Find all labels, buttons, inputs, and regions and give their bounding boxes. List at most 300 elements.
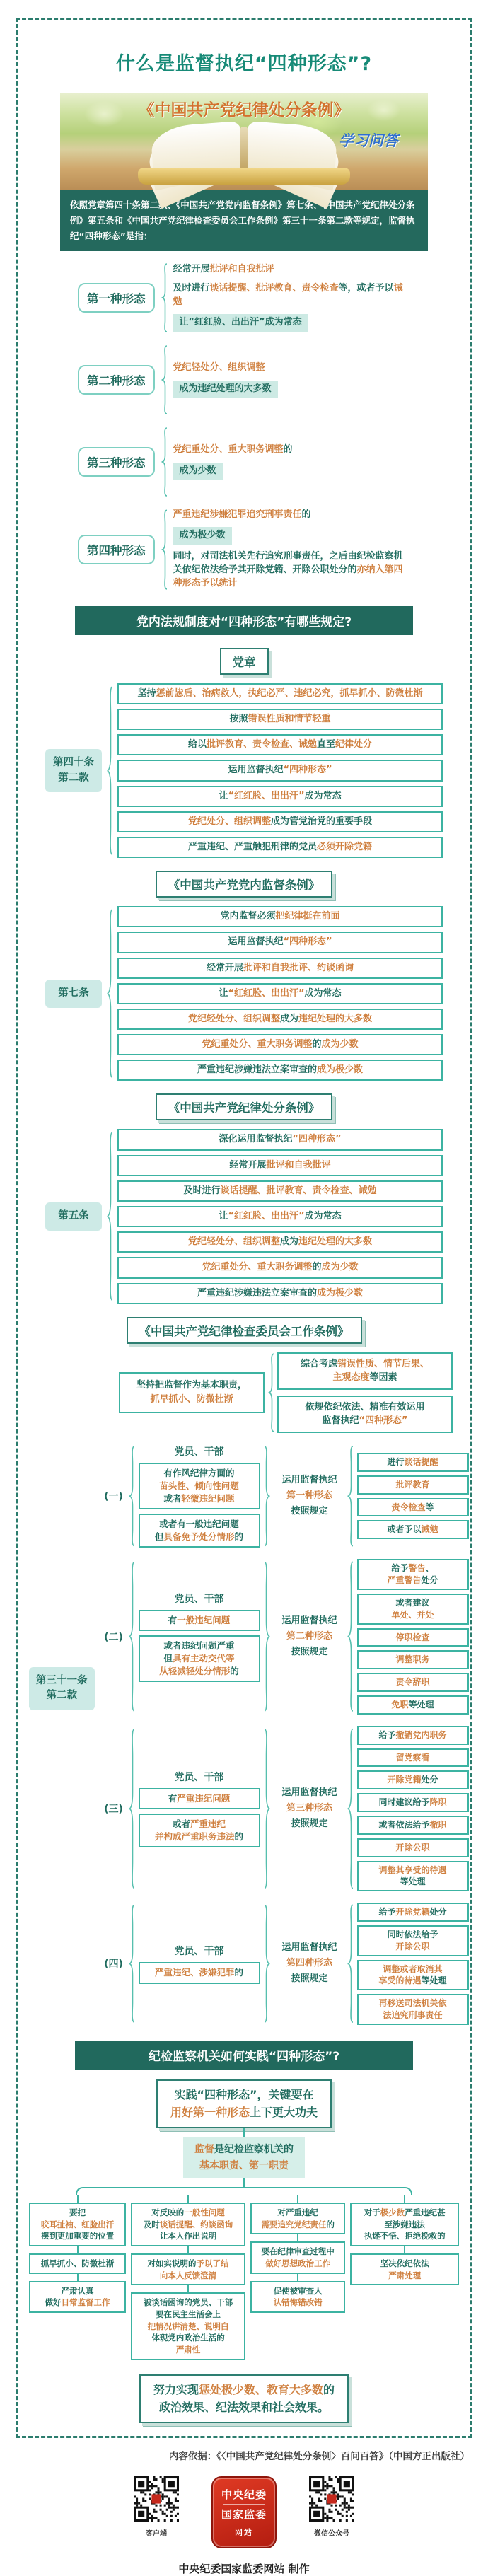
- rich-text: [159, 1666, 239, 1676]
- law-item: [117, 786, 443, 807]
- rich-text: [173, 1818, 226, 1829]
- text-segment: 单处、并处: [391, 1609, 434, 1620]
- measure-box: [357, 1594, 469, 1625]
- law-article-label: [45, 1202, 102, 1231]
- practice-column: [29, 2195, 126, 2313]
- text-line: [33, 2285, 122, 2297]
- practice-box: [350, 2253, 459, 2285]
- text-line: [194, 2158, 294, 2174]
- rich-text: [391, 1700, 434, 1710]
- rich-text: [188, 1014, 372, 1024]
- text-segment: 享受的待遇: [378, 1975, 422, 1986]
- text-segment: 上下更大功夫: [250, 2105, 318, 2119]
- text-line: [134, 2270, 242, 2282]
- text-line: [354, 2219, 455, 2231]
- text-segment: 成为管党治党的重要手段: [271, 816, 373, 827]
- text-segment: 轻微违纪问题: [181, 1493, 235, 1504]
- rich-text: [173, 283, 403, 307]
- text-segment: 促使被审查人: [273, 2285, 323, 2296]
- text-segment: 谈话提醒: [404, 1457, 438, 1467]
- rich-text: [378, 1797, 446, 1807]
- text-line: [134, 2332, 242, 2344]
- text-segment: 对严重违纪: [277, 2207, 318, 2218]
- rich-text: [395, 1480, 429, 1490]
- measure-box: [357, 1673, 469, 1692]
- text-line: [362, 1456, 464, 1468]
- text-line: [277, 1629, 343, 1644]
- brace: [347, 1726, 354, 1891]
- brace: [264, 1903, 273, 2025]
- text-segment: 要在民主生活会上: [156, 2309, 221, 2320]
- rich-text: [144, 2220, 233, 2229]
- condition-box: [139, 1463, 260, 1509]
- measure-box: [357, 1726, 469, 1745]
- text-segment: 第四种形态: [286, 1958, 332, 1969]
- law-item: [117, 932, 443, 953]
- text-segment: 把纪律挺在前面: [275, 911, 340, 922]
- rich-text: [395, 1942, 429, 1951]
- text-line: [362, 2009, 464, 2021]
- law-item: [117, 1009, 443, 1030]
- text-segment: 或者: [163, 1493, 182, 1504]
- text-segment: “红红脸、出出汗”: [228, 1211, 305, 1222]
- text-segment: 调整或者取消其: [383, 1963, 443, 1974]
- text-line: [277, 1644, 343, 1660]
- text-line: [284, 1371, 446, 1385]
- text-segment: 第一种形态: [286, 1490, 332, 1502]
- practice-box: [250, 2241, 345, 2273]
- text-segment: 开除党籍: [387, 1775, 422, 1785]
- text-segment: 让: [219, 1211, 228, 1222]
- text-segment: 免职: [391, 1699, 409, 1710]
- text-line: [362, 1864, 464, 1876]
- measure-box: [357, 1650, 469, 1669]
- rich-text: [174, 2088, 313, 2101]
- logo-divider: [223, 2504, 265, 2505]
- law-items: [117, 683, 443, 858]
- text-segment: 降职: [429, 1797, 447, 1808]
- text-segment: 党纪处分、组织调整: [187, 816, 271, 827]
- rich-text: [163, 1640, 234, 1651]
- banner-book-title: 《中国共产党纪律处分条例》: [138, 101, 350, 120]
- rich-text: [156, 2309, 221, 2319]
- text-line: [362, 1842, 464, 1854]
- text-segment: 停职检查: [395, 1632, 430, 1642]
- principle-detail-box: [277, 1352, 453, 1390]
- text-segment: 严重违纪、严重触犯刑律的党员: [187, 841, 317, 852]
- law-article-label: [29, 1667, 95, 1711]
- group-measures: [357, 1559, 469, 1714]
- text-segment: 极少数: [380, 2207, 405, 2218]
- law-item: [117, 1231, 443, 1253]
- text-segment: 主观态度: [332, 1372, 370, 1383]
- text-segment: 一般性问题: [184, 2207, 225, 2218]
- text-segment: 批评和自我批评: [209, 263, 274, 274]
- law-item: [117, 709, 443, 730]
- text-segment: 纪律处分: [335, 739, 373, 750]
- connector-line: [187, 2246, 189, 2253]
- text-line: [254, 2258, 342, 2270]
- rich-text: [41, 2258, 115, 2268]
- connector-line: [404, 2246, 405, 2253]
- brace: [264, 1559, 273, 1714]
- rich-text: [163, 1468, 234, 1478]
- rich-text: [391, 1610, 434, 1620]
- rich-text: [168, 1793, 231, 1804]
- text-line: [362, 1929, 464, 1941]
- form-line: [173, 550, 411, 591]
- text-segment: 做好: [45, 2297, 62, 2308]
- text-segment: “四种形态”: [283, 765, 332, 776]
- text-line: [134, 2219, 242, 2231]
- text-segment: 坚持把监督作为基本职责，: [136, 1379, 247, 1391]
- rich-text: [144, 2297, 233, 2307]
- text-segment: “红红脸、出出汗”: [228, 790, 305, 801]
- rich-text: [176, 2345, 201, 2355]
- law-items: [117, 906, 443, 1081]
- text-segment: 或者建议: [395, 1598, 430, 1608]
- rich-text: [378, 1820, 446, 1830]
- law-item: [117, 683, 443, 704]
- text-segment: 按照规定: [291, 1647, 328, 1658]
- qr-block-app: [134, 2476, 179, 2538]
- condition-box: [139, 1814, 260, 1847]
- law-item: [117, 958, 443, 979]
- form-row: [78, 262, 410, 333]
- brace: [161, 427, 168, 497]
- text-segment: “四种形态”: [292, 1134, 342, 1145]
- condition-box: [139, 1610, 260, 1631]
- source-note: 内容依据：《〈中国共产党纪律处分条例〉百问百答》（中国方正出版社）: [168, 2451, 470, 2463]
- law-row: [39, 683, 449, 858]
- rich-text: [155, 1831, 243, 1842]
- text-segment: 抓早抓小、防微杜渐: [150, 1393, 233, 1405]
- text-segment: 惩处极少数、教育大多数: [198, 2382, 323, 2396]
- text-segment: 但: [154, 1531, 164, 1543]
- text-segment: 批评教育: [395, 1479, 430, 1490]
- text-segment: 亦纳入第四种形态予以统计: [173, 564, 403, 588]
- text-segment: 经常开展: [173, 263, 210, 274]
- practice-box: [350, 2203, 459, 2246]
- form-label: 第三种形态: [78, 447, 155, 477]
- group-number: (四): [104, 1959, 123, 1971]
- text-line: [362, 1676, 464, 1688]
- text-segment: 及时: [143, 2219, 160, 2229]
- law-item: [117, 1155, 443, 1176]
- rich-text: [281, 1787, 337, 1798]
- text-line: [144, 1467, 255, 1480]
- article-label-line: 第七条: [58, 987, 89, 999]
- text-line: [254, 2246, 342, 2258]
- measure-box: [357, 1559, 469, 1590]
- group-subject: 党员、干部: [174, 1593, 224, 1605]
- text-line: [134, 2321, 242, 2333]
- text-segment: 运用监督执纪: [281, 1615, 337, 1626]
- form-line: [173, 314, 308, 332]
- text-segment: 开除党籍: [395, 1907, 430, 1918]
- credit-line: 中央纪委国家监委网站 制作: [178, 2563, 310, 2576]
- rich-text: [291, 1647, 327, 1657]
- measure-box: [357, 1520, 469, 1539]
- rich-text: [286, 1958, 332, 1968]
- law-item: [117, 1206, 443, 1227]
- rich-text: [180, 530, 226, 540]
- text-segment: 严重违纪甚: [405, 2207, 446, 2218]
- text-segment: 等因素: [369, 1372, 397, 1383]
- measure-box: [357, 1628, 469, 1647]
- brace: [106, 1129, 113, 1304]
- form-line: [173, 381, 278, 398]
- connector-line: [297, 2195, 298, 2203]
- text-segment: 按照: [229, 714, 248, 725]
- text-segment: 党内监督必须: [220, 911, 276, 922]
- text-segment: 监督执纪: [322, 1415, 359, 1427]
- law-item: [117, 1283, 443, 1304]
- connector-line: [243, 2128, 245, 2137]
- text-segment: 让: [219, 790, 228, 801]
- text-line: [144, 1614, 255, 1627]
- text-line: [362, 1574, 464, 1586]
- measure-box: [357, 1793, 469, 1812]
- text-segment: 对如实说明的: [147, 2258, 197, 2269]
- rich-text: [395, 1753, 429, 1763]
- law-book-title: 《中国共产党党内监督条例》: [156, 871, 333, 898]
- text-line: [144, 1665, 255, 1678]
- rich-text: [281, 1615, 337, 1626]
- measure-box: [357, 1925, 469, 1956]
- text-line: [127, 1393, 257, 1407]
- brace: [267, 1352, 274, 1433]
- practice-box: [131, 2203, 245, 2246]
- text-segment: 被谈话函询的党员、干部: [143, 2297, 233, 2308]
- group-measures: [357, 1453, 469, 1539]
- text-segment: 苗头性、倾向性问题: [159, 1480, 239, 1491]
- connector-line: [297, 2234, 298, 2241]
- text-segment: 认错悔错改错: [273, 2297, 323, 2308]
- form-line: [173, 361, 411, 375]
- text-segment: 的: [312, 1039, 322, 1050]
- text-segment: 及时进行: [173, 282, 210, 294]
- text-segment: 党纪轻处分、组织调整: [187, 1236, 280, 1248]
- mode-text: [277, 1785, 343, 1832]
- text-segment: 并构成严重职务违法: [154, 1831, 235, 1843]
- key-point-box: [156, 2079, 332, 2129]
- banner-subtitle: 学习问答: [339, 132, 398, 149]
- text-segment: 或者: [172, 1818, 190, 1829]
- page-title: 什么是监督执纪“四种形态”?: [115, 53, 373, 75]
- group-subject: 党员、干部: [174, 1946, 224, 1958]
- text-segment: 同时建议给予: [378, 1797, 430, 1808]
- rich-text: [281, 1475, 337, 1485]
- text-segment: 运用监督执纪: [228, 765, 284, 776]
- text-segment: 运用监督执纪: [281, 1942, 337, 1954]
- rich-text: [383, 1964, 442, 1974]
- measure-box: [357, 1498, 469, 1517]
- text-segment: 成为常态: [304, 987, 342, 999]
- rich-text: [45, 2297, 110, 2307]
- rich-text: [395, 1677, 429, 1687]
- group-number: (一): [104, 1491, 123, 1503]
- brace: [264, 1444, 273, 1548]
- text-line: [277, 1956, 343, 1971]
- text-segment: 经常开展: [206, 962, 243, 973]
- measure-box: [357, 1903, 469, 1922]
- practice-box: [250, 2203, 345, 2234]
- text-segment: 处分: [421, 1575, 438, 1586]
- qr-block-wechat: [309, 2476, 354, 2538]
- rich-text: [378, 1998, 446, 2008]
- brace: [347, 1559, 354, 1714]
- text-line: [354, 2207, 455, 2219]
- rich-text: [387, 1524, 438, 1534]
- text-segment: 但: [163, 1653, 173, 1664]
- text-line: [362, 1562, 464, 1574]
- rich-text: [387, 1457, 438, 1467]
- rich-text: [364, 2207, 446, 2217]
- text-segment: 严重违纪、涉嫌犯罪: [154, 1967, 235, 1978]
- text-line: [144, 1480, 255, 1492]
- text-segment: 成为极少数: [179, 530, 226, 541]
- text-segment: 留党察看: [395, 1752, 430, 1763]
- text-segment: 依规依纪依法、精准有效运用: [305, 1401, 425, 1412]
- connector-line: [297, 2274, 298, 2281]
- article-label-line: 第三十一条: [36, 1674, 88, 1686]
- rich-text: [173, 444, 293, 455]
- connector-line: [187, 2195, 189, 2203]
- text-segment: 处分: [421, 1775, 438, 1785]
- work-rule-row: [29, 1352, 459, 2025]
- law-book-title: 《中国共产党纪律检查委员会工作条例》: [127, 1317, 362, 1344]
- text-segment: 谈话提醒、批评教育、责令检查、诫勉: [220, 1185, 377, 1196]
- form-line: [173, 443, 411, 457]
- text-segment: 严重违纪涉嫌违法立案审查的: [197, 1064, 317, 1076]
- text-line: [277, 1613, 343, 1629]
- brace: [161, 509, 168, 591]
- text-line: [153, 2399, 335, 2417]
- group-subject: 党员、干部: [174, 1771, 224, 1783]
- text-segment: 违纪处理的大多数: [298, 1013, 373, 1024]
- text-segment: 从轻减轻处分情形: [159, 1666, 231, 1677]
- text-line: [277, 1504, 343, 1519]
- rich-text: [160, 2231, 217, 2241]
- brace: [161, 344, 168, 415]
- text-segment: 再移送司法机关依: [378, 1998, 447, 2009]
- text-segment: 给予: [391, 1563, 409, 1574]
- text-line: [362, 1975, 464, 1987]
- brace: [106, 683, 113, 858]
- ccdi-logo: [211, 2476, 277, 2548]
- text-segment: 或者予以: [387, 1524, 422, 1535]
- rich-text: [163, 1493, 234, 1504]
- text-line: [362, 1941, 464, 1953]
- rich-text: [137, 688, 422, 699]
- text-segment: 政治效果、纪法效果和社会效果。: [158, 2400, 329, 2414]
- text-segment: 有: [168, 1614, 178, 1625]
- rich-text: [305, 1402, 424, 1412]
- law-item: [117, 837, 443, 858]
- text-segment: 咬耳扯袖、红脸出汗: [40, 2219, 115, 2229]
- rich-text: [281, 1942, 337, 1953]
- text-segment: 责令检查: [391, 1502, 426, 1512]
- text-segment: 一般违纪问题: [177, 1614, 231, 1625]
- text-segment: 第三种形态: [286, 1802, 332, 1814]
- rich-text: [183, 1185, 376, 1196]
- text-segment: 严重违纪涉嫌违法立案审查的: [197, 1287, 317, 1299]
- ccdi-logo-line2: 国家监委: [221, 2508, 267, 2522]
- form-label: 第一种形态: [78, 283, 155, 313]
- text-segment: 成为常态: [304, 790, 342, 801]
- rich-text: [395, 1654, 429, 1664]
- brace: [128, 1726, 135, 1891]
- measure-box: [357, 1770, 469, 1789]
- text-line: [362, 1524, 464, 1536]
- condition-box: [139, 1962, 260, 1983]
- text-segment: 、: [425, 1563, 434, 1574]
- book-cover: [138, 168, 350, 185]
- text-segment: 有: [168, 1792, 178, 1804]
- text-segment: 给以: [187, 739, 207, 750]
- rich-text: [274, 2297, 323, 2307]
- text-line: [134, 2207, 242, 2219]
- text-line: [254, 2297, 342, 2309]
- form-lines: [173, 361, 411, 398]
- text-segment: 诫勉: [421, 1524, 438, 1535]
- measure-box: [357, 1475, 469, 1495]
- text-line: [277, 1940, 343, 1956]
- text-segment: 要在纪律审查过程中: [261, 2246, 335, 2257]
- qr-row: [16, 2476, 472, 2548]
- work-rule-content: [103, 1352, 469, 2025]
- rich-text: [378, 1865, 446, 1875]
- rich-text: [188, 842, 372, 852]
- text-line: [144, 1831, 255, 1843]
- text-segment: 撤职: [429, 1819, 447, 1830]
- text-segment: 给予: [378, 1729, 396, 1740]
- text-segment: 的: [234, 1967, 244, 1978]
- rich-text: [148, 2258, 229, 2268]
- text-segment: 撤销党内职务: [395, 1729, 447, 1740]
- brace: [347, 1444, 354, 1548]
- form-line: [173, 282, 411, 309]
- text-segment: 同时依法给予: [387, 1929, 438, 1939]
- practice-box: [131, 2253, 245, 2285]
- rich-text: [155, 1967, 243, 1978]
- text-segment: 及时进行: [183, 1185, 221, 1196]
- rich-text: [202, 1039, 358, 1050]
- law-item: [117, 906, 443, 927]
- practice-box: [250, 2281, 345, 2313]
- practice-column: [250, 2195, 345, 2313]
- text-line: [144, 1792, 255, 1805]
- text-segment: 摆到更加重要的位置: [40, 2231, 115, 2241]
- text-segment: 错误性质和情节轻重: [248, 714, 331, 725]
- text-line: [362, 1654, 464, 1666]
- four-forms-section: [78, 262, 410, 591]
- text-line: [33, 2230, 122, 2242]
- rich-text: [277, 2207, 318, 2217]
- text-line: [127, 1379, 257, 1393]
- text-segment: 综合考虑: [300, 1358, 337, 1369]
- text-segment: 监督: [194, 2144, 214, 2156]
- text-line: [144, 1966, 255, 1979]
- article-label-line: 第二款: [46, 1690, 77, 1702]
- group-conditions: [139, 1770, 260, 1847]
- rich-text: [219, 988, 341, 999]
- text-segment: 向本人反馈澄清: [159, 2270, 217, 2280]
- text-segment: 抓早抓小、防微杜渐: [40, 2258, 115, 2269]
- rich-text: [219, 791, 341, 801]
- text-segment: 给予: [378, 1907, 396, 1918]
